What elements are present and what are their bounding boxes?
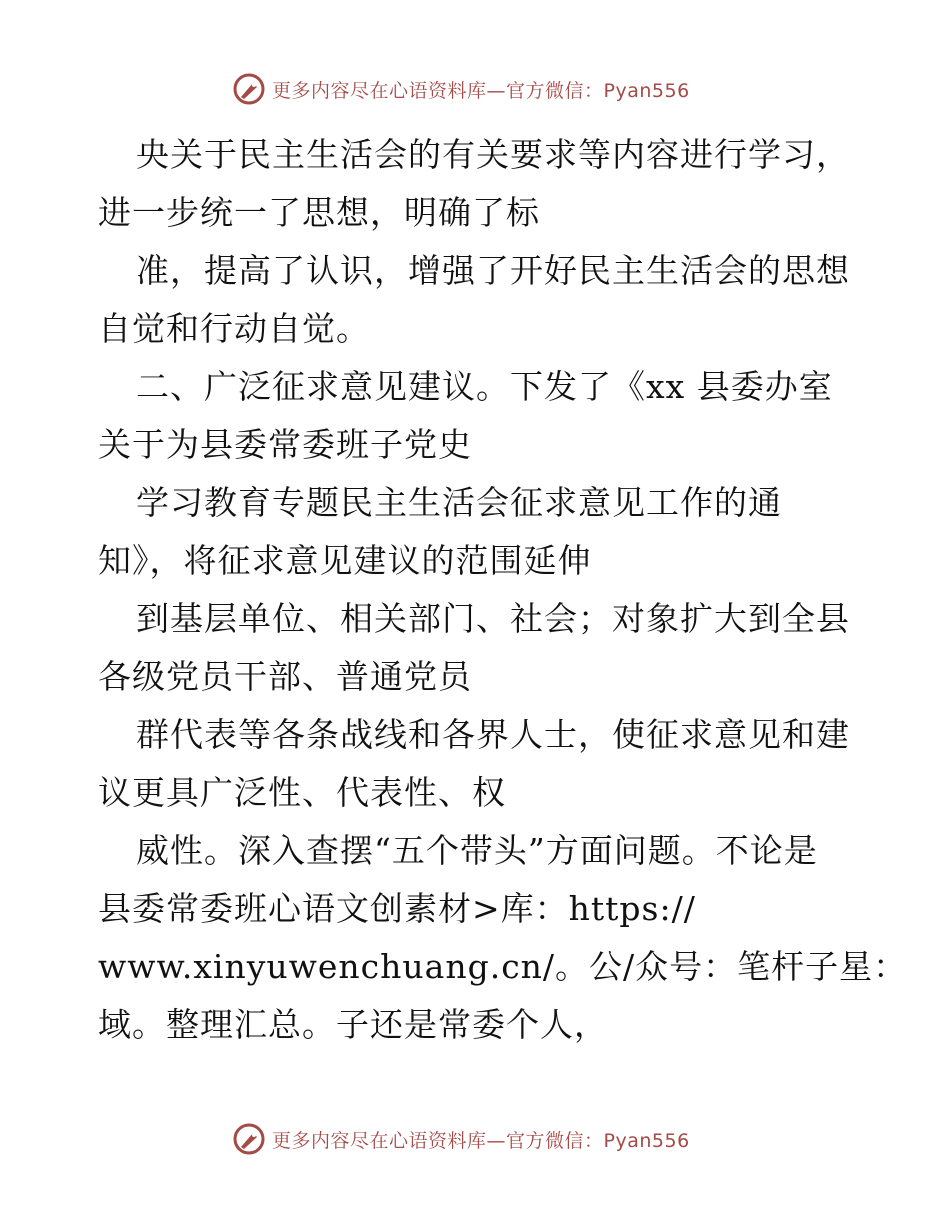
text-line: www.xinyuwenchuang.cn/。公/众号：笔杆子星： — [98, 947, 908, 986]
header-watermark — [232, 72, 690, 106]
text-line: 议更具广泛性、代表性、权 — [98, 773, 506, 812]
text-line: 各级党员干部、普通党员 — [98, 657, 472, 696]
text-line: 县委常委班心语文创素材>库：https:// — [98, 889, 696, 928]
watermark-text: 更多内容尽在心语资料库—官方微信：Pyan556 — [272, 79, 690, 102]
text-line: 学习教育专题民主生活会征求意见工作的通 — [136, 483, 782, 522]
text-line: 准，提高了认识，增强了开好民主生活会的思想 — [136, 251, 850, 290]
text-line: 央关于民主生活会的有关要求等内容进行学习， — [136, 135, 850, 174]
text-line: 进一步统一了思想，明确了标 — [98, 193, 540, 232]
text-line: 域。整理汇总。子还是常委个人， — [98, 1005, 608, 1044]
text-line: 群代表等各条战线和各界人士，使征求意见和建 — [136, 715, 850, 754]
pen-nib-circle-icon — [232, 72, 266, 106]
text-line: 知》，将征求意见建议的范围延伸 — [98, 541, 592, 580]
document-body — [98, 126, 908, 1054]
footer-watermark — [232, 1122, 690, 1156]
text-line: 到基层单位、相关部门、社会；对象扩大到全县 — [136, 599, 850, 638]
watermark-text: 更多内容尽在心语资料库—官方微信：Pyan556 — [272, 1129, 690, 1152]
text-line: 二、广泛征求意见建议。下发了《xx 县委办室 — [136, 367, 833, 406]
text-line: 自觉和行动自觉。 — [98, 309, 370, 348]
pen-nib-circle-icon — [232, 1122, 266, 1156]
text-line: 关于为县委常委班子党史 — [98, 425, 472, 464]
text-line: 威性。深入查摆“五个带头”方面问题。不论是 — [136, 831, 818, 870]
